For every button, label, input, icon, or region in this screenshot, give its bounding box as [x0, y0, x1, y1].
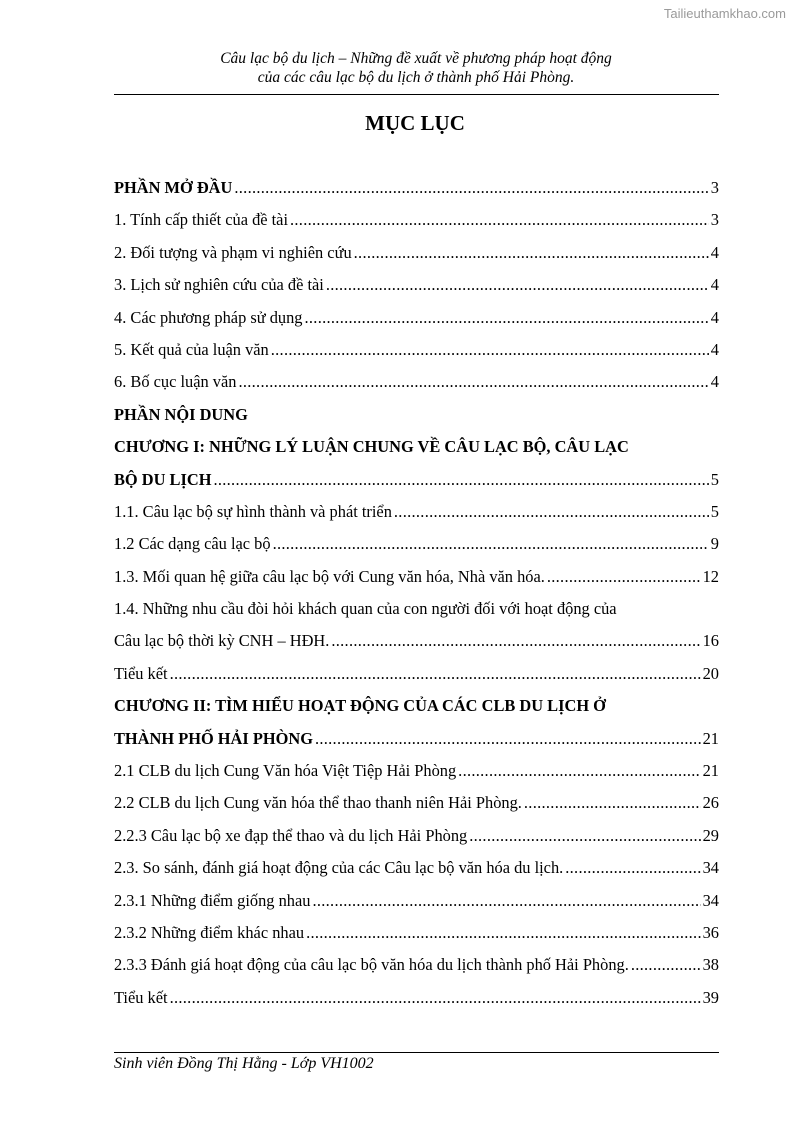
- toc-entry-page: 21: [702, 761, 719, 781]
- toc-entry-page: 36: [702, 922, 719, 942]
- toc-entry-text: 1. Tính cấp thiết của đề tài: [114, 210, 289, 230]
- toc-entry[interactable]: [114, 593, 719, 625]
- toc-entry-page: 39: [702, 987, 719, 1007]
- toc-entry-text: 2.2.3 Câu lạc bộ xe đạp thể thao và du lịch Hải Phòng: [114, 825, 468, 845]
- toc-entry-text: 5. Kết quả của luận văn: [114, 339, 269, 359]
- toc-entry[interactable]: [114, 820, 719, 852]
- toc-entry-page: 3: [710, 210, 719, 230]
- toc-entry[interactable]: [114, 787, 719, 819]
- toc-entry[interactable]: [114, 917, 719, 949]
- footer-divider: [114, 1052, 719, 1053]
- toc-entry-page: 5: [710, 469, 719, 489]
- toc-chapter-heading[interactable]: [114, 690, 719, 722]
- header-line-2: của các câu lạc bộ du lịch ở thành phố Hải Phòng.: [257, 69, 575, 86]
- toc-entry-text: 2.1 CLB du lịch Cung Văn hóa Việt Tiệp Hải Phòng: [114, 761, 457, 781]
- toc-entry-page: 34: [702, 890, 719, 910]
- toc-entry-text: 6. Bố cục luận văn: [114, 372, 237, 392]
- toc-entry-text: 1.4. Những nhu cầu đòi hỏi khách quan của con người đối với hoạt động của: [114, 599, 617, 619]
- toc-entry[interactable]: [114, 269, 719, 301]
- toc-entry-text: THÀNH PHỐ HẢI PHÒNG: [114, 728, 313, 748]
- toc-entry-page: 4: [710, 242, 719, 262]
- toc-entry-text: BỘ DU LỊCH: [114, 469, 212, 489]
- toc-chapter-heading[interactable]: [114, 431, 719, 463]
- running-footer: Sinh viên Đồng Thị Hằng - Lớp VH1002: [114, 1055, 374, 1072]
- toc-section-heading: [114, 399, 719, 431]
- watermark: Tailieuthamkhao.com: [663, 6, 786, 21]
- toc-entry[interactable]: [114, 658, 719, 690]
- toc-entry[interactable]: [114, 464, 719, 496]
- toc-entry[interactable]: [114, 885, 719, 917]
- toc-entry-page: 9: [710, 534, 719, 554]
- toc-entry[interactable]: [114, 755, 719, 787]
- toc-entry[interactable]: [114, 949, 719, 981]
- toc-entry-text: PHẦN MỞ ĐẦU: [114, 178, 233, 197]
- toc-entry-page: 29: [702, 825, 719, 845]
- toc-entry[interactable]: [114, 237, 719, 269]
- toc-entry-text: 2.3. So sánh, đánh giá hoạt động của các Câu lạc bộ văn hóa du lịch.: [114, 858, 564, 878]
- toc-entry-text: 2.3.3 Đánh giá hoạt động của câu lạc bộ văn hóa du lịch thành phố Hải Phòng.: [114, 955, 629, 975]
- toc-entry-text: Tiểu kết: [114, 663, 168, 683]
- toc-entry[interactable]: [114, 625, 719, 657]
- toc-entry-text: 2.3.1 Những điểm giống nhau: [114, 890, 311, 910]
- header-line-1: Câu lạc bộ du lịch – Những đề xuất về phương pháp hoạt động: [220, 50, 612, 67]
- toc-entry-page: 12: [702, 566, 719, 586]
- toc-entry-page: 26: [702, 793, 719, 813]
- toc-entry-text: 2. Đối tượng và phạm vi nghiên cứu: [114, 242, 352, 262]
- toc-entry-page: 16: [702, 631, 719, 651]
- table-of-contents: [114, 172, 719, 1014]
- header-divider: [114, 94, 719, 95]
- toc-entry[interactable]: [114, 302, 719, 334]
- toc-entry-text: 4. Các phương pháp sử dụng: [114, 307, 303, 327]
- toc-entry[interactable]: [114, 852, 719, 884]
- toc-entry-text: PHẦN NỘI DUNG: [114, 404, 248, 424]
- toc-entry-text: CHƯƠNG I: NHỮNG LÝ LUẬN CHUNG VỀ CÂU LẠC BỘ, CÂU LẠC: [114, 437, 629, 457]
- toc-entry-page: 38: [702, 955, 719, 975]
- toc-entry[interactable]: [114, 528, 719, 560]
- toc-entry-text: Câu lạc bộ thời kỳ CNH – HĐH.: [114, 631, 330, 651]
- toc-entry[interactable]: [114, 982, 719, 1014]
- toc-entry[interactable]: [114, 366, 719, 398]
- toc-entry[interactable]: [114, 496, 719, 528]
- toc-entry-page: 4: [710, 275, 719, 295]
- toc-entry-text: 1.2 Các dạng câu lạc bộ: [114, 534, 271, 554]
- toc-entry[interactable]: [114, 204, 719, 236]
- running-header: [0, 49, 794, 87]
- page-title: MỤC LỤC: [365, 111, 465, 135]
- toc-entry-page: 4: [710, 339, 719, 359]
- toc-entry-page: 3: [710, 178, 719, 197]
- toc-entry-text: 2.2 CLB du lịch Cung văn hóa thể thao thanh niên Hải Phòng.: [114, 793, 522, 813]
- toc-entry-page: 4: [710, 307, 719, 327]
- toc-entry-page: 20: [702, 663, 719, 683]
- toc-entry-page: 21: [702, 728, 719, 748]
- toc-entry-text: 1.1. Câu lạc bộ sự hình thành và phát triển: [114, 501, 392, 521]
- toc-entry-text: 1.3. Mối quan hệ giữa câu lạc bộ với Cung văn hóa, Nhà văn hóa.: [114, 566, 545, 586]
- toc-entry-page: 5: [710, 501, 719, 521]
- toc-entry[interactable]: [114, 334, 719, 366]
- toc-entry-text: CHƯƠNG II: TÌM HIỂU HOẠT ĐỘNG CỦA CÁC CLB DU LỊCH Ở: [114, 696, 606, 716]
- toc-entry-text: 2.3.2 Những điểm khác nhau: [114, 922, 305, 942]
- toc-entry[interactable]: [114, 723, 719, 755]
- toc-entry-page: 34: [702, 858, 719, 878]
- toc-entry-text: 3. Lịch sử nghiên cứu của đề tài: [114, 275, 324, 295]
- toc-entry-page: 4: [710, 372, 719, 392]
- toc-entry-text: Tiểu kết: [114, 987, 168, 1007]
- toc-entry[interactable]: [114, 561, 719, 593]
- toc-entry-phan-mo-dau[interactable]: [114, 172, 719, 204]
